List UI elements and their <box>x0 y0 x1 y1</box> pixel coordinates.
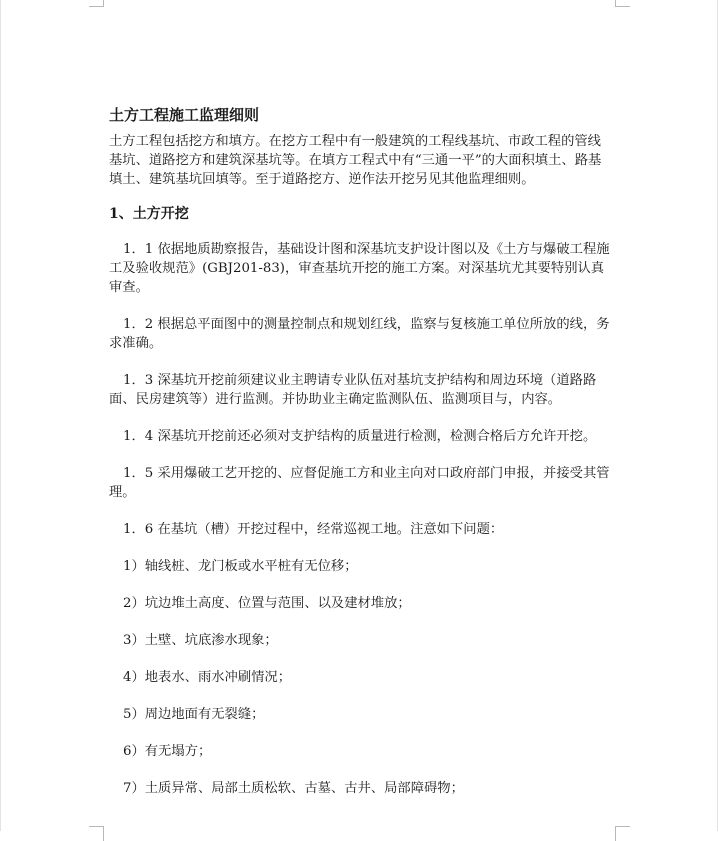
paragraph-1-5: 1．5 采用爆破工艺开挖的、应督促施工方和业主向对口政府部门申报，并接受其管理。 <box>109 466 610 500</box>
crop-mark-top-left <box>89 0 104 7</box>
paragraph-1-1: 1．1 依据地质勘察报告，基础设计图和深基坑支护设计图以及《土方与爆破工程施工及验收规范》(GBJ201-83)，审查基坑开挖的施工方案。对深基坑尤其要特别认真审查。 <box>109 242 610 295</box>
paragraph-1-6: 1．6 在基坑（槽）开挖过程中，经常巡视工地。注意如下问题： <box>123 522 504 537</box>
section-heading-excavation: 1、土方开挖 <box>109 206 189 222</box>
checklist-item-3: 3）土壁、坑底渗水现象； <box>123 633 278 648</box>
checklist-item-6: 6）有无塌方； <box>123 744 212 759</box>
checklist-item-2: 2）坑边堆土高度、位置与范围、以及建材堆放； <box>123 596 411 611</box>
checklist-item-4: 4）地表水、雨水冲刷情况； <box>123 670 292 685</box>
crop-mark-bottom-left <box>89 826 104 841</box>
paragraph-1-2: 1．2 根据总平面图中的测量控制点和规划红线，监察与复核施工单位所放的线，务求准确。 <box>109 317 610 351</box>
document-body <box>109 104 611 816</box>
checklist-item-7: 7）土质异常、局部土质松软、古墓、古井、局部障碍物； <box>123 781 464 796</box>
checklist-item-5: 5）周边地面有无裂缝； <box>123 707 265 722</box>
paragraph-1-3: 1．3 深基坑开挖前须建议业主聘请专业队伍对基坑支护结构和周边环境（道路路面、民房建筑等）进行监测。并协助业主确定监测队伍、监测项目与，内容。 <box>109 373 597 407</box>
paragraph-1-4: 1．4 深基坑开挖前还必须对支护结构的质量进行检测，检测合格后方允许开挖。 <box>123 429 597 444</box>
intro-paragraph: 土方工程包括挖方和填方。在挖方工程中有一般建筑的工程线基坑、市政工程的管线基坑、道路挖方和建筑深基坑等。在填方工程式中有“三通一平”的大面积填土、路基填土、建筑基坑回填等。至于道路挖方、逆作法开挖另见其他监理细则。 <box>109 134 602 187</box>
crop-mark-bottom-right <box>615 826 630 841</box>
document-title: 土方工程施工监理细则 <box>109 106 260 124</box>
crop-mark-top-right <box>615 0 630 7</box>
checklist-item-1: 1）轴线桩、龙门板或水平桩有无位移； <box>123 559 358 574</box>
